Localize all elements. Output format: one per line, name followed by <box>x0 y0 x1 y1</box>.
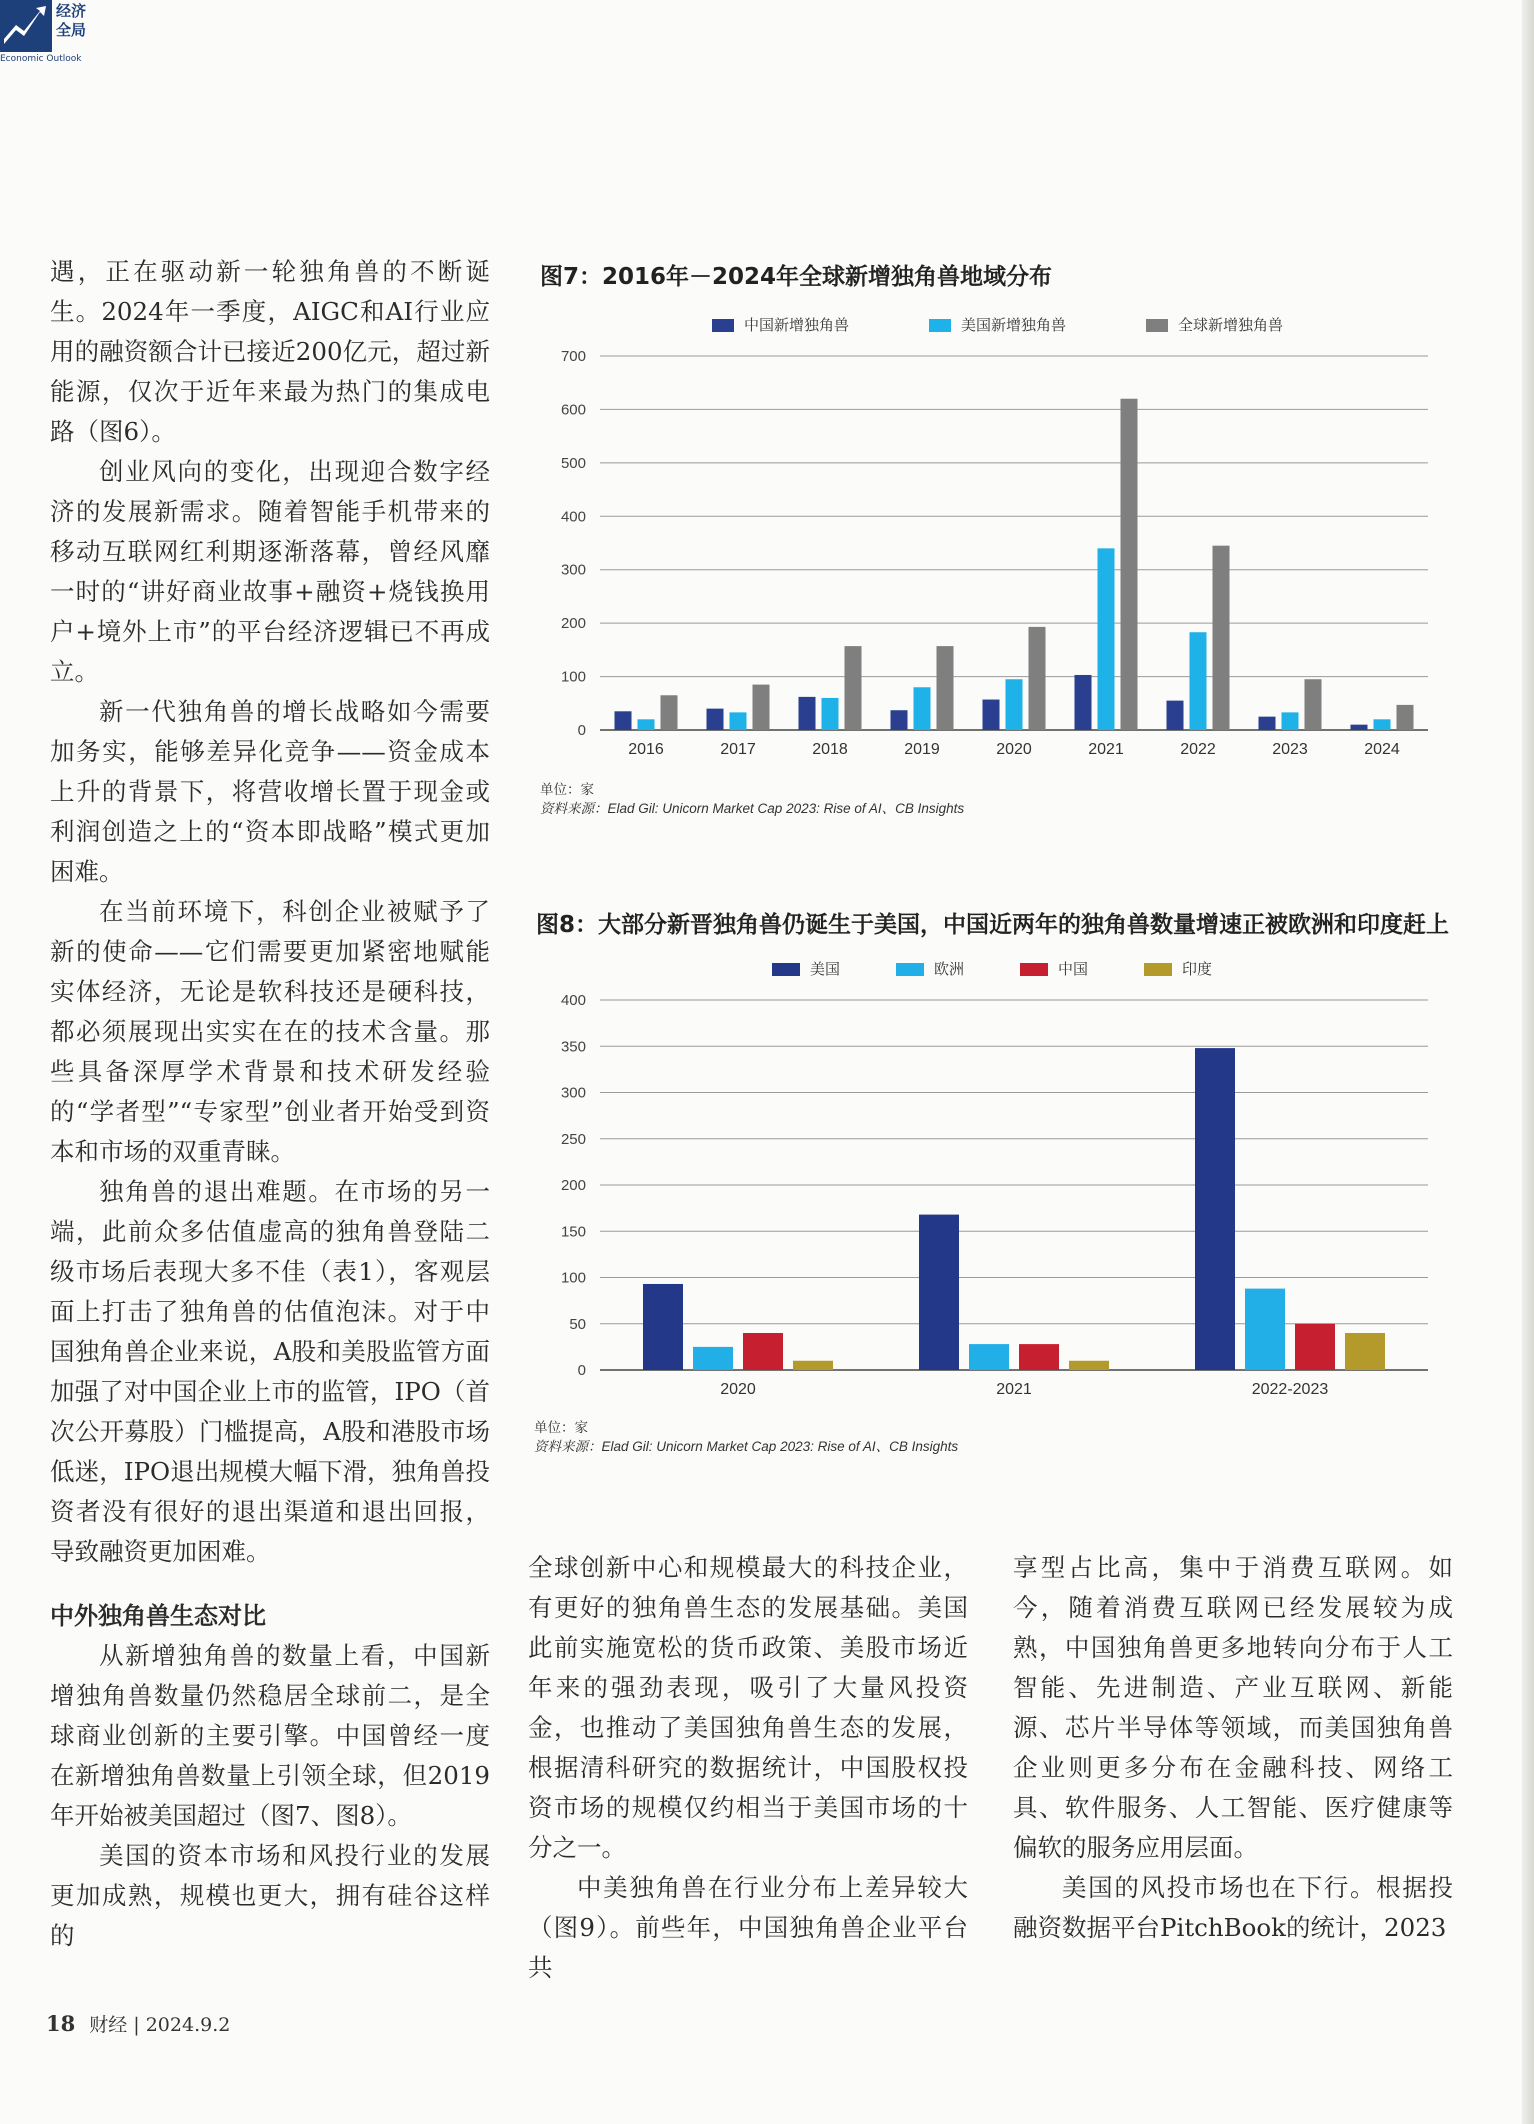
fig7-x-tick-label: 2022 <box>1180 741 1216 758</box>
paragraph: 新一代独角兽的增长战略如今需要加务实，能够差异化竞争——资金成本上升的背景下，将营收增长置于现金或利润创造之上的“资本即战略”模式更加困难。 <box>50 697 490 886</box>
fig7-x-tick-label: 2020 <box>996 741 1032 758</box>
fig8-legend-swatch <box>896 963 924 976</box>
fig7-x-tick-label: 2021 <box>1088 741 1124 758</box>
paragraph: 中美独角兽在行业分布上差异较大（图9）。前些年，中国独角兽企业平台共 <box>528 1873 968 1982</box>
page-number: 18 <box>46 2011 76 2036</box>
fig8-x-tick-label: 2022-2023 <box>1251 1381 1329 1398</box>
fig7-bar <box>615 711 632 730</box>
fig8-bar <box>1295 1324 1335 1370</box>
figure7-source-label: 资料来源： <box>540 801 608 816</box>
fig7-y-tick-label: 600 <box>560 401 586 419</box>
fig8-legend-label: 印度 <box>1182 961 1213 978</box>
fig7-legend-label: 全球新增独角兽 <box>1178 317 1284 334</box>
paragraph: 美国的风投市场也在下行。根据投融资数据平台PitchBook的统计，2023 <box>1013 1873 1453 1942</box>
left-text-column <box>50 252 490 1956</box>
fig7-legend-label: 美国新增独角兽 <box>961 317 1067 334</box>
figure7-source: Elad Gil: Unicorn Market Cap 2023: Rise of AI、CB Insights <box>607 801 965 816</box>
paragraph: 美国的资本市场和风投行业的发展更加成熟，规模也更大，拥有硅谷这样的 <box>50 1841 490 1950</box>
fig8-bar <box>1069 1361 1109 1370</box>
fig7-bar <box>1213 546 1230 730</box>
fig7-bar <box>1282 712 1299 730</box>
fig8-y-tick-label: 0 <box>577 1362 586 1379</box>
paragraph: 全球创新中心和规模最大的科技企业，有更好的独角兽生态的发展基础。美国此前实施宽松的货币政策、美股市场近年来的强劲表现，吸引了大量风投资金，也推动了美国独角兽生态的发展，根据清科研究的数据统计，中国股权投资市场的规模仅约相当于美国市场的十分之一。 <box>528 1553 968 1862</box>
fig7-y-tick-label: 300 <box>560 561 586 579</box>
fig7-bar <box>799 697 816 730</box>
fig7-bar <box>983 700 1000 730</box>
paragraph: 在当前环境下，科创企业被赋予了新的使命——它们需要更加紧密地赋能实体经济，无论是软科技还是硬科技，都必须展现出实实在在的技术含量。那些具备深厚学术背景和技术研发经验的“学者型”“专家型”创业者开始受到资本和市场的双重青睐。 <box>50 897 490 1166</box>
figure7-chart <box>540 300 1440 770</box>
fig8-y-tick-label: 400 <box>560 992 586 1009</box>
paragraph: 遇，正在驱动新一轮独角兽的不断诞生。2024年一季度，AIGC和AI行业应用的融资额合计已接近200亿元，超过新能源，仅次于近年来最为热门的集成电路（图6）。 <box>50 257 490 446</box>
section-title: 中外独角兽生态对比 <box>50 1602 266 1630</box>
right-text-column <box>1013 1548 1453 1948</box>
figure8-source: Elad Gil: Unicorn Market Cap 2023: Rise of AI、CB Insights <box>601 1439 959 1454</box>
paragraph: 创业风向的变化，出现迎合数字经济的发展新需求。随着智能手机带来的移动互联网红利期逐渐落幕，曾经风靡一时的“讲好商业故事+融资+烧钱换用户+境外上市”的平台经济逻辑已不再成立。 <box>50 457 490 686</box>
fig8-x-tick-label: 2021 <box>996 1381 1032 1398</box>
fig7-bar <box>1259 717 1276 730</box>
page-edge-shadow <box>1522 0 1534 2124</box>
figure8-title: 图8：大部分新晋独角兽仍诞生于美国，中国近两年的独角兽数量增速正被欧洲和印度赶上 <box>536 912 1450 938</box>
fig7-bar <box>822 698 839 730</box>
fig8-bar <box>1245 1289 1285 1370</box>
fig8-y-tick-label: 100 <box>560 1269 586 1287</box>
fig7-y-tick-label: 0 <box>577 722 586 739</box>
fig8-bar <box>743 1333 783 1370</box>
fig7-legend-label: 中国新增独角兽 <box>744 317 850 334</box>
fig8-y-tick-label: 200 <box>560 1177 586 1194</box>
figure8-notes <box>534 1418 958 1456</box>
logo-text-line2: 全局 <box>56 21 87 39</box>
fig8-y-tick-label: 300 <box>560 1084 586 1102</box>
figure8-chart <box>540 948 1440 1418</box>
fig8-bar <box>969 1344 1009 1370</box>
fig7-bar <box>730 712 747 730</box>
fig7-x-tick-label: 2016 <box>628 741 664 758</box>
fig7-bar <box>891 710 908 730</box>
fig8-legend-label: 中国 <box>1058 961 1089 978</box>
fig8-legend-swatch <box>1020 963 1048 976</box>
fig8-legend-label: 欧洲 <box>934 961 965 978</box>
fig7-bar <box>707 709 724 730</box>
fig8-bar <box>919 1215 959 1370</box>
fig7-bar <box>638 719 655 730</box>
fig8-bar <box>693 1347 733 1370</box>
fig8-bar <box>1019 1344 1059 1370</box>
fig8-y-tick-label: 350 <box>560 1038 586 1056</box>
fig7-legend-swatch <box>929 319 951 332</box>
middle-text-column <box>528 1548 968 1988</box>
fig8-legend-label: 美国 <box>810 961 841 978</box>
fig7-x-tick-label: 2024 <box>1364 741 1400 758</box>
fig7-bar <box>661 695 678 730</box>
figure8-unit: 单位：家 <box>534 1420 588 1435</box>
figure7-title: 图7：2016年－2024年全球新增独角兽地域分布 <box>540 264 1053 290</box>
fig8-bar <box>643 1284 683 1370</box>
fig8-legend-swatch <box>1144 963 1172 976</box>
fig7-bar <box>1029 627 1046 730</box>
fig7-y-tick-label: 700 <box>560 348 586 365</box>
page-footer <box>46 2010 230 2037</box>
fig7-y-tick-label: 400 <box>560 508 586 526</box>
fig7-y-tick-label: 100 <box>560 668 586 686</box>
fig7-bar <box>1190 632 1207 730</box>
fig7-bar <box>1098 548 1115 730</box>
magazine-logo <box>0 0 100 70</box>
fig8-y-tick-label: 50 <box>569 1315 586 1333</box>
fig8-bar <box>1195 1048 1235 1370</box>
figure7-notes <box>540 780 964 818</box>
paragraph: 从新增独角兽的数量上看，中国新增独角兽数量仍然稳居全球前二，是全球商业创新的主要引擎。中国曾经一度在新增独角兽数量上引领全球，但2019年开始被美国超过（图7、图8）。 <box>50 1641 490 1830</box>
fig7-bar <box>1374 719 1391 730</box>
fig7-bar <box>1006 679 1023 730</box>
fig7-bar <box>1121 399 1138 730</box>
fig7-x-tick-label: 2017 <box>720 741 756 758</box>
paragraph: 享型占比高，集中于消费互联网。如今，随着消费互联网已经发展较为成熟，中国独角兽更多地转向分布于人工智能、先进制造、产业互联网、新能源、芯片半导体等领域，而美国独角兽企业则更多分布在金融科技、网络工具、软件服务、人工智能、医疗健康等偏软的服务应用层面。 <box>1013 1553 1453 1862</box>
publication-info: 财经 | 2024.9.2 <box>89 2014 231 2036</box>
logo-text-line1: 经济 <box>56 2 87 20</box>
figure8-source-label: 资料来源： <box>534 1439 602 1454</box>
fig8-bar <box>793 1361 833 1370</box>
fig7-bar <box>753 685 770 730</box>
fig8-x-tick-label: 2020 <box>720 1381 756 1398</box>
fig8-bar <box>1345 1333 1385 1370</box>
logo-subtitle: Economic Outlook <box>0 54 82 64</box>
fig7-x-tick-label: 2019 <box>904 741 940 758</box>
fig7-bar <box>914 687 931 730</box>
fig7-y-tick-label: 200 <box>560 615 586 633</box>
fig7-bar <box>1397 705 1414 730</box>
fig7-bar <box>1075 675 1092 730</box>
fig7-y-tick-label: 500 <box>560 454 586 472</box>
fig8-y-tick-label: 250 <box>560 1130 586 1148</box>
paragraph: 独角兽的退出难题。在市场的另一端，此前众多估值虚高的独角兽登陆二级市场后表现大多不佳（表1），客观层面上打击了独角兽的估值泡沫。对于中国独角兽企业来说，A股和美股监管方面加强了对中国企业上市的监管，IPO（首次公开募股）门槛提高，A股和港股市场低迷，IPO退出规模大幅下滑，独角兽投资者没有很好的退出渠道和退出回报，导致融资更加困难。 <box>50 1177 490 1566</box>
fig8-y-tick-label: 150 <box>560 1223 586 1241</box>
fig7-bar <box>1351 725 1368 730</box>
fig7-legend-swatch <box>1146 319 1168 332</box>
rising-chart-logo-icon <box>0 0 52 52</box>
fig7-bar <box>937 646 954 730</box>
fig7-legend-swatch <box>712 319 734 332</box>
fig8-legend-swatch <box>772 963 800 976</box>
fig7-bar <box>1305 679 1322 730</box>
fig7-bar <box>845 646 862 730</box>
fig7-x-tick-label: 2023 <box>1272 741 1308 758</box>
fig7-x-tick-label: 2018 <box>812 741 848 758</box>
figure7-unit: 单位：家 <box>540 782 594 797</box>
fig7-bar <box>1167 701 1184 730</box>
